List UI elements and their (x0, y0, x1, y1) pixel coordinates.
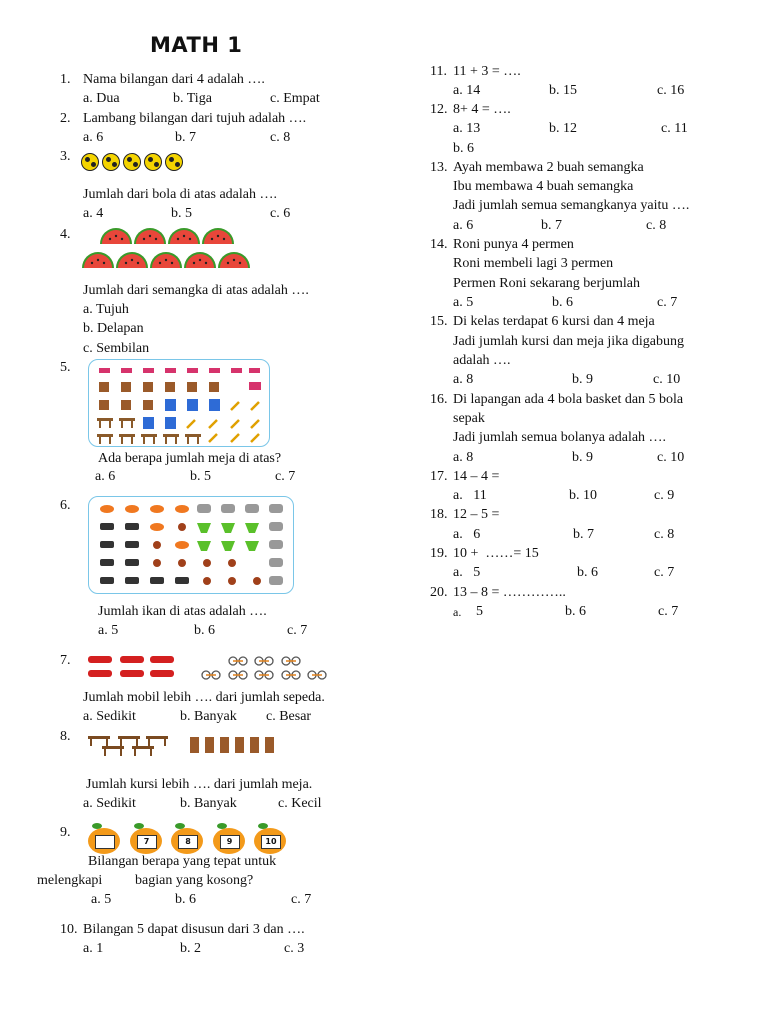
q3-option-c: c. 6 (270, 206, 291, 221)
q4-number: 4. (60, 227, 71, 242)
q20-number: 20. (430, 585, 448, 600)
q19-option-c: c. 7 (654, 565, 675, 580)
q2-option-c: c. 8 (270, 130, 291, 145)
q10-option-a: a. 1 (83, 941, 104, 956)
q16-option-b: b. 9 (572, 450, 593, 465)
q1-option-b: b. Tiga (173, 91, 212, 106)
q16-line3: Jadi jumlah semua bolanya adalah …. (453, 430, 667, 445)
q8-text: Jumlah kursi lebih …. dari jumlah meja. (86, 777, 313, 792)
orange-7: 7 (130, 828, 162, 854)
q3-number: 3. (60, 149, 71, 164)
q8-option-a: a. Sedikit (83, 796, 136, 811)
q15-line1: Di kelas terdapat 6 kursi dan 4 meja (453, 314, 655, 329)
q2-number: 2. (60, 111, 71, 126)
cars-image (86, 652, 186, 682)
q12-text: 8+ 4 = …. (453, 102, 511, 117)
q6-option-a: a. 5 (98, 623, 119, 638)
q9-option-b: b. 6 (175, 892, 196, 907)
q11-option-b: b. 15 (549, 83, 577, 98)
q18-option-c: c. 8 (654, 527, 675, 542)
q7-text: Jumlah mobil lebih …. dari jumlah sepeda. (83, 690, 325, 705)
q19-option-a: a. 5 (453, 565, 481, 580)
q19-option-b: b. 6 (577, 565, 598, 580)
orange-blank (88, 828, 120, 854)
q13-option-c: c. 8 (646, 218, 667, 233)
q2-option-a: a. 6 (83, 130, 104, 145)
q5-number: 5. (60, 360, 71, 375)
watermelon-image (80, 226, 255, 272)
q1-option-c: c. Empat (270, 91, 320, 106)
q16-line2: sepak (453, 411, 485, 426)
q5-option-b: b. 5 (190, 469, 211, 484)
q12-number: 12. (430, 102, 448, 117)
q9-option-a: a. 5 (91, 892, 112, 907)
q17-option-b: b. 10 (569, 488, 597, 503)
q6-option-b: b. 6 (194, 623, 215, 638)
bicycles-image (200, 652, 340, 682)
q1-number: 1. (60, 72, 71, 87)
q14-option-a: a. 5 (453, 295, 474, 310)
q11-option-c: c. 16 (657, 83, 685, 98)
q16-option-a: a. 8 (453, 450, 474, 465)
q4-option-c: c. Sembilan (83, 341, 150, 356)
q8-option-c: c. Kecil (278, 796, 322, 811)
animals-image (88, 496, 294, 594)
q17-number: 17. (430, 469, 448, 484)
q9-option-c: c. 7 (291, 892, 312, 907)
q13-line2: Ibu membawa 4 buah semangka (453, 179, 634, 194)
q13-number: 13. (430, 160, 448, 175)
q9-text-line1: Bilangan berapa yang tepat untuk (88, 854, 277, 869)
orange-9: 9 (213, 828, 245, 854)
q11-option-a: a. 14 (453, 83, 481, 98)
q9-number: 9. (60, 825, 71, 840)
q1-text: Nama bilangan dari 4 adalah …. (83, 72, 265, 87)
soccer-balls-image (81, 153, 186, 176)
q12-option-a: a. 13 (453, 121, 481, 136)
q2-option-b: b. 7 (175, 130, 196, 145)
q20-option-c: c. 7 (658, 604, 679, 619)
q18-text: 12 – 5 = (453, 507, 500, 522)
page-title: MATH 1 (150, 33, 243, 57)
q5-option-a: a. 6 (95, 469, 116, 484)
q3-option-a: a. 4 (83, 206, 104, 221)
q6-number: 6. (60, 498, 71, 513)
q6-option-c: c. 7 (287, 623, 308, 638)
q16-line1: Di lapangan ada 4 bola basket dan 5 bola (453, 392, 684, 407)
q9-text-line2a: melengkapi (37, 873, 103, 888)
q19-text: 10 + ……= 15 (453, 546, 539, 561)
q5-text: Ada berapa jumlah meja di atas? (98, 451, 282, 466)
q18-option-a: a. 6 (453, 527, 481, 542)
q20-option-a-value: 5 (476, 604, 483, 619)
q7-option-b: b. Banyak (180, 709, 237, 724)
q18-option-b: b. 7 (573, 527, 594, 542)
q15-number: 15. (430, 314, 448, 329)
q15-line2: Jadi jumlah kursi dan meja jika digabung (453, 334, 684, 349)
q17-text: 14 – 4 = (453, 469, 500, 484)
q15-line3: adalah …. (453, 353, 511, 368)
q7-option-a: a. Sedikit (83, 709, 136, 724)
q12-option-b: b. 12 (549, 121, 577, 136)
q2-text: Lambang bilangan dari tujuh adalah …. (83, 111, 307, 126)
q14-option-b: b. 6 (552, 295, 573, 310)
q8-number: 8. (60, 729, 71, 744)
q20-option-b: b. 6 (565, 604, 586, 619)
q12-option-c: c. 11 (661, 121, 688, 136)
q7-option-c: c. Besar (266, 709, 312, 724)
q7-number: 7. (60, 653, 71, 668)
q6-text: Jumlah ikan di atas adalah …. (98, 604, 267, 619)
q3-option-b: b. 5 (171, 206, 192, 221)
orange-10: 10 (254, 828, 286, 854)
q18-number: 18. (430, 507, 448, 522)
q4-option-b: b. Delapan (83, 321, 144, 336)
tables-and-chairs-image (86, 733, 286, 759)
q14-line2: Roni membeli lagi 3 permen (453, 256, 614, 271)
q16-number: 16. (430, 392, 448, 407)
q3-text: Jumlah dari bola di atas adalah …. (83, 187, 277, 202)
q11-text: 11 + 3 = …. (453, 64, 521, 79)
q1-option-a: a. Dua (83, 91, 120, 106)
q15-option-a: a. 8 (453, 372, 474, 387)
q20-text: 13 – 8 = ………….. (453, 585, 566, 600)
classroom-items-image (88, 359, 270, 447)
q5-option-c: c. 7 (275, 469, 296, 484)
q16-option-c: c. 10 (657, 450, 685, 465)
q19-number: 19. (430, 546, 448, 561)
q17-option-c: c. 9 (654, 488, 675, 503)
q10-number: 10. (60, 922, 78, 937)
q11-number: 11. (430, 64, 447, 79)
q8-option-b: b. Banyak (180, 796, 237, 811)
q13-line3: Jadi jumlah semua semangkanya yaitu …. (453, 198, 690, 213)
q10-option-c: c. 3 (284, 941, 305, 956)
q12-option-extra: b. 6 (453, 141, 474, 156)
q4-option-a: a. Tujuh (83, 302, 129, 317)
q15-option-b: b. 9 (572, 372, 593, 387)
q20-option-a-letter: a. (453, 605, 462, 619)
q9-text-line2b: bagian yang kosong? (135, 873, 254, 888)
q10-text: Bilangan 5 dapat disusun dari 3 dan …. (83, 922, 305, 937)
q10-option-b: b. 2 (180, 941, 201, 956)
q14-line1: Roni punya 4 permen (453, 237, 574, 252)
q13-option-b: b. 7 (541, 218, 562, 233)
q14-option-c: c. 7 (657, 295, 678, 310)
q14-line3: Permen Roni sekarang berjumlah (453, 276, 641, 291)
q4-text: Jumlah dari semangka di atas adalah …. (83, 283, 309, 298)
q14-number: 14. (430, 237, 448, 252)
q17-option-a: a. 11 (453, 488, 487, 503)
oranges-sequence-image (88, 828, 292, 854)
q13-line1: Ayah membawa 2 buah semangka (453, 160, 644, 175)
orange-8: 8 (171, 828, 203, 854)
q13-option-a: a. 6 (453, 218, 474, 233)
q15-option-c: c. 10 (653, 372, 681, 387)
